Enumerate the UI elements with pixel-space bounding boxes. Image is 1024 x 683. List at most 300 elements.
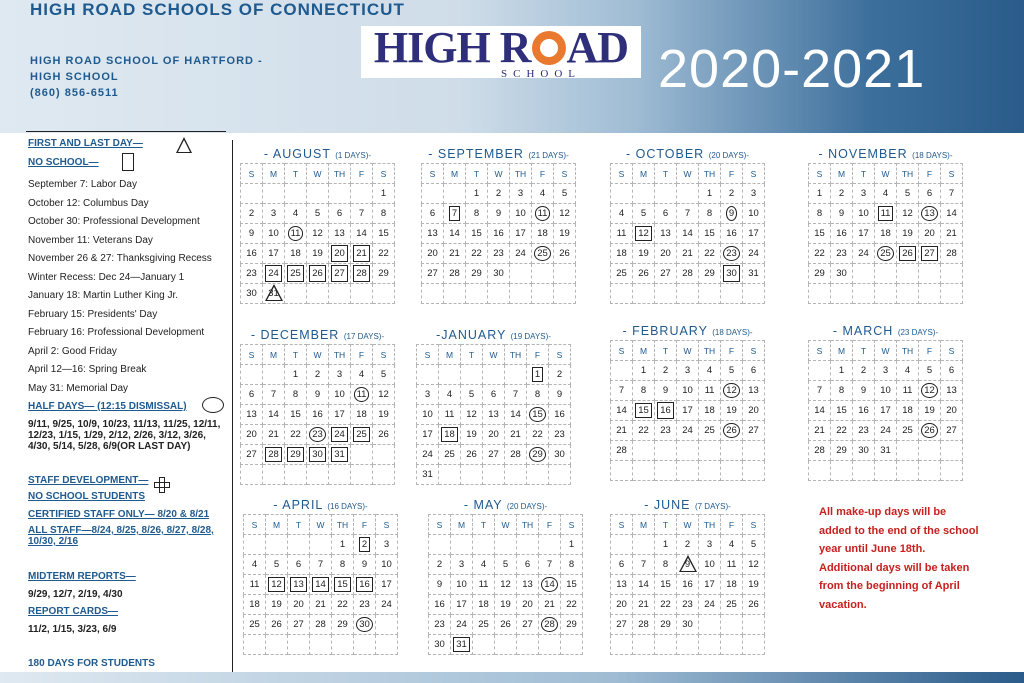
day-cell: 12 [266,575,288,595]
weekday-header: T [853,164,875,184]
day-cell: 21 [809,421,831,441]
day-cell: 23 [831,244,853,264]
day-cell: 1 [373,184,395,204]
day-cell: 9 [307,385,329,405]
weekday-header: F [532,164,554,184]
empty-cell [721,635,743,655]
day-cell: 13 [655,224,677,244]
day-cell: 5 [266,555,288,575]
empty-cell [633,535,655,555]
day-cell: 3 [743,184,765,204]
day-cell: 20 [611,595,633,615]
weekday-header: F [351,345,373,365]
day-cell: 7 [444,204,466,224]
day-cell: 28 [633,615,655,635]
month-day-count: (16 DAYS)- [327,502,368,511]
empty-cell [429,535,451,555]
day-cell: 27 [422,264,444,284]
day-cell: 4 [875,184,897,204]
empty-cell [288,635,310,655]
day-cell: 4 [721,535,743,555]
day-cell: 12 [897,204,919,224]
weekday-header: M [451,515,473,535]
day-cell: 4 [439,385,461,405]
day-cell: 8 [373,204,395,224]
day-cell: 13 [288,575,310,595]
day-cell: 11 [699,381,721,401]
empty-cell [677,284,699,304]
day-cell: 26 [919,421,941,441]
day-cell: 25 [699,421,721,441]
day-cell: 29 [655,615,677,635]
empty-cell [699,461,721,481]
day-cell: 26 [461,445,483,465]
day-cell: 22 [633,421,655,441]
day-cell: 8 [285,385,307,405]
empty-cell [417,365,439,385]
day-cell: 27 [743,421,765,441]
empty-cell [721,461,743,481]
day-cell: 25 [244,615,266,635]
day-cell: 17 [510,224,532,244]
month-day-count: (1 DAYS)- [335,151,372,160]
footer-banner [0,672,1024,683]
day-cell: 30 [429,635,451,655]
day-cell: 1 [809,184,831,204]
day-cell: 7 [539,555,561,575]
holiday-item: February 15: Presidents' Day [28,308,158,320]
day-cell: 17 [417,425,439,445]
day-cell: 5 [633,204,655,224]
high-road-logo [361,23,641,80]
day-cell: 12 [307,224,329,244]
day-cell: 2 [677,535,699,555]
day-cell: 5 [495,555,517,575]
empty-cell [473,635,495,655]
day-cell: 5 [743,535,765,555]
month-title [240,326,395,344]
day-cell: 11 [875,204,897,224]
empty-cell [351,284,373,304]
day-cell: 19 [897,224,919,244]
empty-cell [373,445,395,465]
legend-no-school-students: NO SCHOOL STUDENTS [28,491,146,502]
day-cell: 9 [853,381,875,401]
day-cell: 31 [263,284,285,304]
day-cell: 28 [351,264,373,284]
empty-cell [633,635,655,655]
empty-cell [373,465,395,485]
day-cell: 24 [510,244,532,264]
day-cell: 25 [285,264,307,284]
day-cell: 27 [655,264,677,284]
holiday-item: May 31: Memorial Day [28,382,129,394]
day-cell: 12 [919,381,941,401]
day-cell: 15 [527,405,549,425]
weekday-header: W [307,164,329,184]
empty-cell [699,615,721,635]
empty-cell [897,441,919,461]
logo-subtext: SCHOOL [500,68,581,80]
empty-cell [376,635,398,655]
empty-cell [611,635,633,655]
day-cell: 12 [633,224,655,244]
day-cell: 1 [466,184,488,204]
day-cell: 26 [495,615,517,635]
day-cell: 30 [853,441,875,461]
day-cell: 14 [505,405,527,425]
rectangle-icon [122,153,134,171]
day-cell: 23 [677,595,699,615]
day-cell: 5 [373,365,395,385]
month-name: - OCTOBER [625,147,705,161]
day-cell: 19 [554,224,576,244]
day-cell: 4 [473,555,495,575]
weekday-header: M [263,164,285,184]
weekday-header: T [655,164,677,184]
empty-cell [677,184,699,204]
day-cell: 13 [919,204,941,224]
day-cell: 16 [655,401,677,421]
day-cell: 26 [633,264,655,284]
day-cell: 6 [329,204,351,224]
legend-first-last: FIRST AND LAST DAY— [28,138,143,149]
weekday-header: M [633,341,655,361]
empty-cell [444,284,466,304]
day-cell: 24 [451,615,473,635]
weekday-header: F [919,341,941,361]
weekday-header: S [244,515,266,535]
holiday-item: February 16: Professional Development [28,327,205,338]
day-cell: 30 [241,284,263,304]
day-cell: 27 [241,445,263,465]
weekday-header: W [677,164,699,184]
month-day-count: (19 DAYS)- [510,332,551,341]
empty-cell [561,635,583,655]
day-cell: 10 [329,385,351,405]
day-cell: 13 [517,575,539,595]
day-cell: 18 [699,401,721,421]
day-cell: 14 [941,204,963,224]
month-title [610,496,765,514]
day-cell: 15 [699,224,721,244]
day-cell: 17 [376,575,398,595]
day-cell: 30 [354,615,376,635]
day-cell: 16 [831,224,853,244]
day-cell: 8 [466,204,488,224]
empty-cell [721,284,743,304]
day-cell: 13 [743,381,765,401]
weekday-header: S [743,164,765,184]
day-cell: 17 [329,405,351,425]
month-grid [240,163,395,304]
empty-cell [244,635,266,655]
day-cell: 11 [721,555,743,575]
school-phone: (860) 856-6511 [30,87,119,99]
day-cell: 4 [244,555,266,575]
weekday-header: S [809,164,831,184]
empty-cell [241,465,263,485]
month-name: -JANUARY [436,328,507,342]
day-cell: 31 [451,635,473,655]
day-cell: 20 [941,401,963,421]
day-cell: 17 [853,224,875,244]
day-cell: 5 [461,385,483,405]
day-cell: 24 [677,421,699,441]
empty-cell [461,365,483,385]
empty-cell [809,284,831,304]
day-cell: 2 [307,365,329,385]
weekday-header: M [266,515,288,535]
day-cell: 21 [263,425,285,445]
day-cell: 1 [285,365,307,385]
empty-cell [699,635,721,655]
day-cell: 11 [439,405,461,425]
weekday-header: T [466,164,488,184]
day-cell: 15 [831,401,853,421]
weekday-header: T [473,515,495,535]
month-name: - AUGUST [263,147,331,161]
day-cell: 10 [875,381,897,401]
day-cell: 21 [611,421,633,441]
weekday-header: S [941,164,963,184]
day-cell: 11 [473,575,495,595]
day-cell: 3 [853,184,875,204]
day-cell: 4 [285,204,307,224]
weekday-header: M [444,164,466,184]
day-cell: 30 [307,445,329,465]
month-day-count: (21 DAYS)- [528,151,569,160]
day-cell: 14 [351,224,373,244]
day-cell: 26 [266,615,288,635]
weekday-header: TH [897,341,919,361]
day-cell: 16 [241,244,263,264]
day-cell: 25 [897,421,919,441]
day-cell: 28 [611,441,633,461]
empty-cell [875,264,897,284]
school-name-line2: HIGH SCHOOL [30,71,119,83]
month-1 [421,145,576,304]
day-cell: 2 [429,555,451,575]
day-cell: 2 [655,361,677,381]
holiday-item: January 18: Martin Luther King Jr. [28,290,179,301]
empty-cell [919,441,941,461]
day-cell: 9 [488,204,510,224]
empty-cell [307,284,329,304]
day-cell: 3 [451,555,473,575]
weekday-header: S [611,515,633,535]
day-cell: 9 [677,555,699,575]
day-cell: 24 [329,425,351,445]
weekday-header: T [655,341,677,361]
empty-cell [539,635,561,655]
weekday-header: S [611,164,633,184]
empty-cell [505,365,527,385]
school-info [30,53,263,101]
day-cell: 6 [611,555,633,575]
weekday-header: S [809,341,831,361]
empty-cell [853,264,875,284]
day-cell: 8 [633,381,655,401]
day-cell: 28 [310,615,332,635]
weekday-header: S [549,345,571,365]
day-cell: 7 [633,555,655,575]
day-cell: 15 [373,224,395,244]
weekday-header: W [307,345,329,365]
month-grid [421,163,576,304]
empty-cell [307,465,329,485]
day-cell: 8 [561,555,583,575]
day-cell: 26 [743,595,765,615]
day-cell: 4 [351,365,373,385]
day-cell: 7 [505,385,527,405]
empty-cell [263,184,285,204]
cross-icon [154,477,170,493]
day-cell: 14 [263,405,285,425]
day-cell: 24 [376,595,398,615]
weekday-header: W [483,345,505,365]
legend-no-school: NO SCHOOL— [28,157,99,168]
day-cell: 24 [743,244,765,264]
logo-o-icon [532,31,566,65]
empty-cell [285,284,307,304]
day-cell: 28 [505,445,527,465]
day-cell: 30 [488,264,510,284]
makeup-days-note: All make-up days will be added to the end of the school year until June 18th. Additional days will be taken from the beginning of April vacation. [819,506,979,611]
day-cell: 25 [721,595,743,615]
weekday-header: S [417,345,439,365]
empty-cell [809,361,831,381]
org-title: HIGH ROAD SCHOOLS OF CONNECTICUT [30,0,405,19]
day-cell: 18 [611,244,633,264]
legend-half-days-list: 9/11, 9/25, 10/9, 10/23, 11/13, 11/25, 12/11, 12/23, 1/15, 1/29, 2/12, 2/26, 3/12, 3/26, 4/30, 5/14, 5/28, 6/9(OR LAST DAY) [28,419,221,452]
legend-report-cards: REPORT CARDS— [28,606,119,617]
weekday-header: TH [329,345,351,365]
month-day-count: (23 DAYS)- [897,328,939,337]
day-cell: 20 [422,244,444,264]
header-banner [0,0,1024,133]
day-cell: 22 [699,244,721,264]
day-cell: 23 [549,425,571,445]
month-name: - MARCH [832,324,894,338]
day-cell: 11 [611,224,633,244]
weekday-header: T [461,345,483,365]
day-cell: 27 [517,615,539,635]
empty-cell [444,184,466,204]
day-cell: 20 [241,425,263,445]
day-cell: 7 [611,381,633,401]
month-title [610,145,765,163]
weekday-header: TH [505,345,527,365]
empty-cell [351,465,373,485]
day-cell: 16 [549,405,571,425]
empty-cell [721,615,743,635]
day-cell: 1 [655,535,677,555]
weekday-header: M [633,164,655,184]
empty-cell [809,461,831,481]
holiday-item: April 12—16: Spring Break [28,364,147,375]
weekday-header: M [831,164,853,184]
day-cell: 3 [329,365,351,385]
month-grid [240,344,395,485]
month-day-count: (18 DAYS)- [712,328,753,337]
day-cell: 16 [488,224,510,244]
day-cell: 12 [743,555,765,575]
day-cell: 18 [439,425,461,445]
day-cell: 15 [633,401,655,421]
day-cell: 21 [941,224,963,244]
day-cell: 3 [263,204,285,224]
day-cell: 4 [611,204,633,224]
legend-certified-staff: CERTIFIED STAFF ONLY— 8/20 & 8/21 [28,509,210,520]
day-cell: 3 [699,535,721,555]
empty-cell [483,365,505,385]
empty-cell [941,284,963,304]
weekday-header: F [539,515,561,535]
month-title [416,326,571,344]
empty-cell [941,264,963,284]
weekday-header: W [488,164,510,184]
empty-cell [266,535,288,555]
day-cell: 18 [875,224,897,244]
day-cell: 9 [655,381,677,401]
empty-cell [941,441,963,461]
day-cell: 31 [417,465,439,485]
empty-cell [633,441,655,461]
day-cell: 24 [263,264,285,284]
empty-cell [549,465,571,485]
day-cell: 19 [919,401,941,421]
month-6 [610,322,765,481]
empty-cell [466,284,488,304]
empty-cell [554,264,576,284]
weekday-header: S [611,341,633,361]
empty-cell [655,441,677,461]
day-cell: 12 [721,381,743,401]
weekday-header: TH [332,515,354,535]
month-grid [610,514,765,655]
day-cell: 5 [897,184,919,204]
day-cell: 14 [539,575,561,595]
weekday-header: TH [517,515,539,535]
day-cell: 25 [439,445,461,465]
day-cell: 10 [853,204,875,224]
month-day-count: (20 DAYS)- [708,151,750,160]
day-cell: 3 [875,361,897,381]
empty-cell [611,184,633,204]
empty-cell [517,635,539,655]
holiday-item: September 7: Labor Day [28,179,137,190]
month-day-count: (17 DAYS)- [343,332,385,341]
day-cell: 26 [721,421,743,441]
empty-cell [532,264,554,284]
day-cell: 29 [699,264,721,284]
day-cell: 25 [532,244,554,264]
day-cell: 15 [561,575,583,595]
logo-text-a: HIGH R [373,23,531,72]
day-cell: 18 [897,401,919,421]
day-cell: 2 [721,184,743,204]
day-cell: 14 [444,224,466,244]
day-cell: 29 [561,615,583,635]
month-title [240,145,395,163]
day-cell: 13 [941,381,963,401]
day-cell: 10 [677,381,699,401]
weekday-header: F [721,164,743,184]
day-cell: 2 [354,535,376,555]
empty-cell [505,465,527,485]
empty-cell [495,535,517,555]
